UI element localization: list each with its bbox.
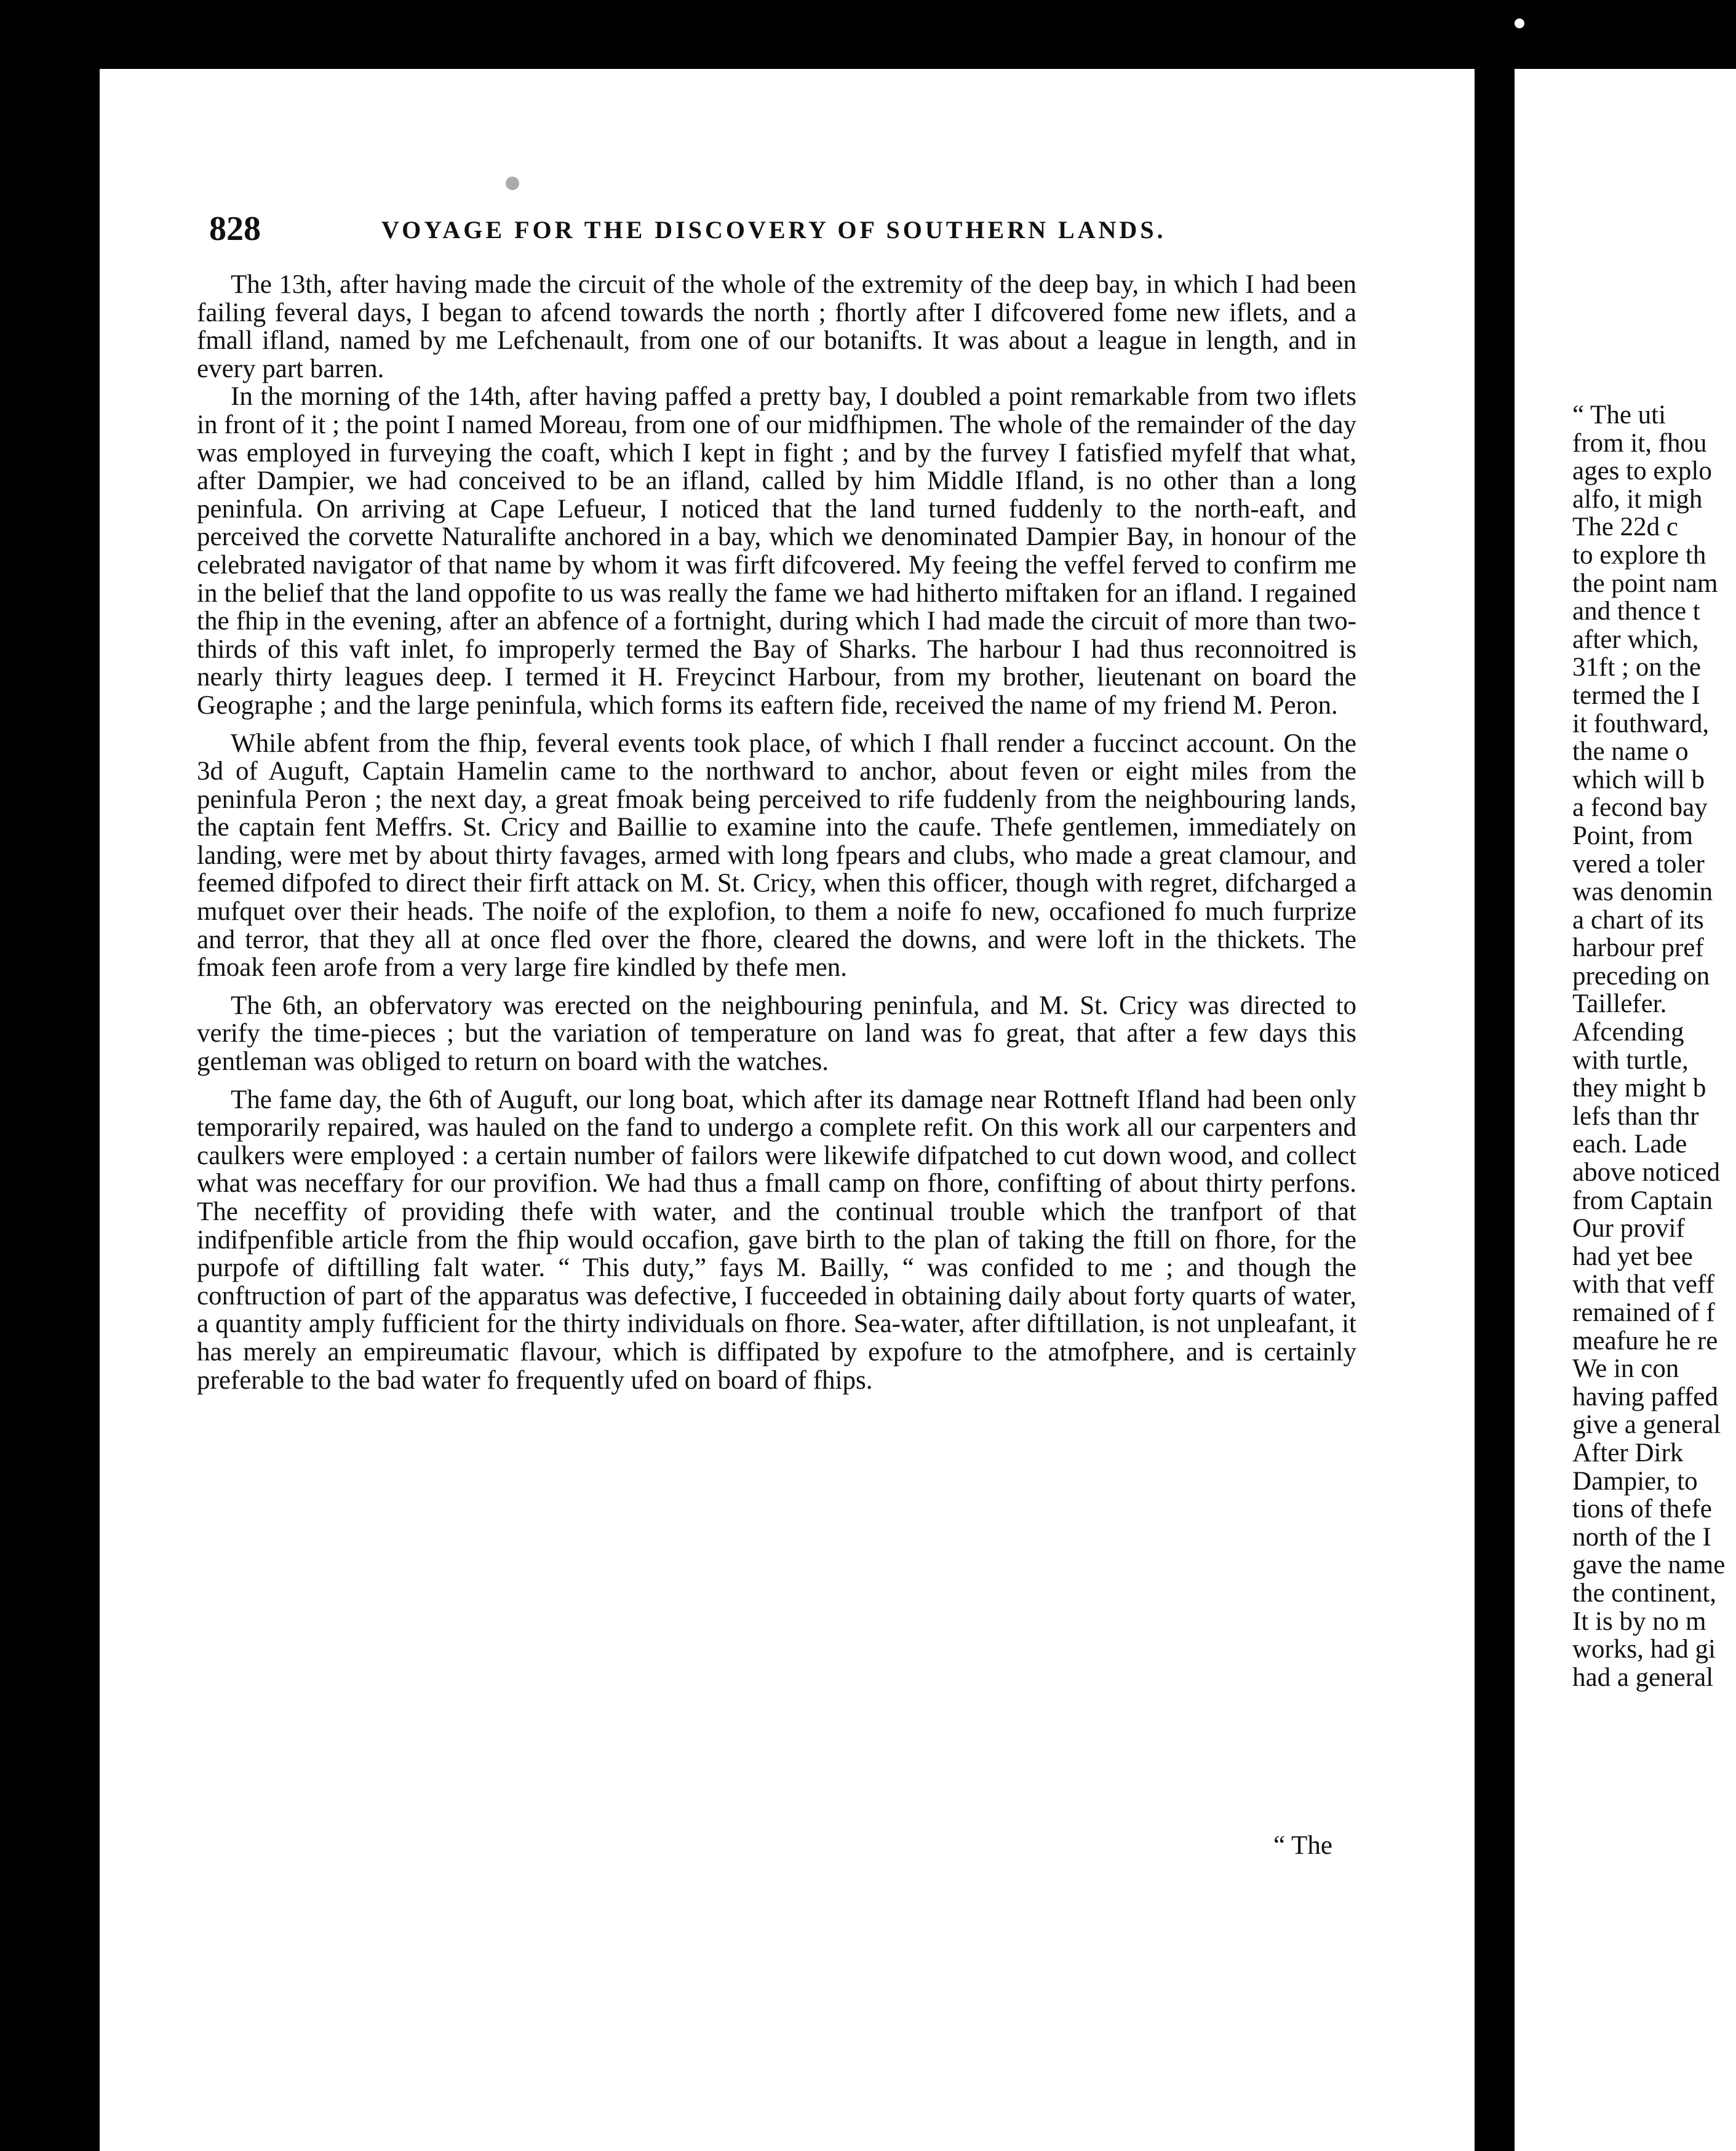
right-page-line: The 22d c (1572, 513, 1678, 542)
paragraph: The 13th, after having made the circuit of the whole of the extremity of the deep bay, in which I had been failing feveral days, I began to afcend towards the north ; fhortly after I difcovered fome new iflets, and a fmall ifland, named by me Lefchenault, from one of our botanifts. It was about a league in length, and in every part barren. (197, 270, 1356, 383)
right-page-line: harbour pref (1572, 933, 1704, 963)
scan-speck (1515, 18, 1524, 28)
right-page-line: with that veff (1572, 1270, 1714, 1299)
right-page-line: it fouthward, (1572, 709, 1710, 738)
paragraph: In the morning of the 14th, after having paffed a pretty bay, I doubled a point remarkable from two iflets in front of it ; the point I named Moreau, from one of our midfhipmen. The whole of the remainder of the day was employed in furveying the coaft, which I kept in fight ; and by the furvey I fatisfied myfelf that what, after Dampier, we had conceived to be an ifland, called by him Middle Ifland, is no other than a long peninfula. On arriving at Cape Lefueur, I noticed that the land turned fuddenly to the north-eaft, and perceived the corvette Naturalifte anchored in a bay, which we denominated Dampier Bay, in honour of the celebrated navigator of that name by whom it was firft difcovered. My feeing the veffel ferved to confirm me in the belief that the land oppofite to us was really the fame we had hitherto miftaken for an ifland. I regained the fhip in the evening, after an abfence of a fortnight, during which I had made the circuit of more than two-thirds of this vaft inlet, fo improperly termed the Bay of Sharks. The harbour I had thus reconnoitred is nearly thirty leagues deep. I termed it H. Freycinct Harbour, from my brother, lieutenant on board the Geographe ; and the large peninfula, which forms its eaftern fide, received the name of my friend M. Peron. (197, 382, 1356, 720)
body-text (197, 271, 1356, 1394)
right-page-line: give a general (1572, 1410, 1721, 1440)
right-page-line: meafure he re (1572, 1326, 1718, 1355)
right-page-line: tions of thefe (1572, 1495, 1712, 1524)
right-page-text (1572, 401, 1736, 1691)
right-page-line: vered a toler (1572, 849, 1705, 879)
ink-spot (506, 177, 519, 190)
right-page-line: after which, (1572, 625, 1699, 654)
right-page-line: the continent, (1572, 1578, 1717, 1608)
scan-speck (109, 1354, 116, 1360)
right-page-line: ages to explo (1572, 457, 1712, 486)
right-page-line: above noticed (1572, 1158, 1720, 1187)
right-page-line: the point nam (1572, 569, 1718, 598)
right-page-line: had yet bee (1572, 1242, 1693, 1271)
right-page-line: We in con (1572, 1354, 1679, 1384)
right-page-line: gave the name (1572, 1550, 1726, 1580)
right-page-line: having paffed (1572, 1382, 1718, 1411)
right-page-line: with turtle, (1572, 1045, 1689, 1075)
right-page (1515, 69, 1736, 2151)
right-page-line: a chart of its (1572, 905, 1704, 935)
right-page-line: lefs than thr (1572, 1101, 1699, 1131)
right-page-line: preceding on (1572, 961, 1710, 991)
right-page-line: 31ft ; on the (1572, 653, 1701, 682)
right-page-line: remained of f (1572, 1298, 1715, 1327)
right-page-line: the name o (1572, 737, 1689, 767)
right-page-line: which will b (1572, 765, 1705, 794)
right-page-line: “ The uti (1572, 401, 1666, 429)
right-page-line: from it, fhou (1572, 428, 1707, 458)
right-page-line: north of the I (1572, 1522, 1711, 1552)
page-header (209, 209, 1360, 265)
right-page-line: After Dirk (1572, 1438, 1684, 1467)
paragraph: The fame day, the 6th of Auguft, our long boat, which after its damage near Rottneft Ifland had been only temporarily repaired, was hauled on the fand to undergo a complete refit. On this work all our carpenters and caulkers were employed : a certain number of failors were likewife difpatched to cut down wood, and collect what was neceffary for our provifion. We had thus a fmall camp on fhore, confifting of about thirty perfons. The neceffity of providing thefe with water, and the continual trouble which the tranfport of that indifpenfible article from the fhip would occafion, gave birth to the plan of taking the ftill on fhore, for the purpofe of diftilling falt water. “ This duty,” fays M. Bailly, “ was confided to me ; and though the conftruction of part of the apparatus was defective, I fucceeded in obtaining daily about forty quarts of water, a quantity amply fufficient for the thirty individuals on fhore. Sea-water, after diftillation, is not unpleafant, it has merely an empireumatic flavour, which is diffipated by expofure to the atmofphere, and is certainly preferable to the bad water fo frequently ufed on board of fhips. (197, 1085, 1356, 1395)
right-page-line: Our provif (1572, 1214, 1685, 1243)
catchword: “ The (1273, 1831, 1332, 1860)
right-page-line: Dampier, to (1572, 1466, 1698, 1496)
right-page-line: to explore th (1572, 540, 1706, 570)
running-head: VOYAGE FOR THE DISCOVERY OF SOUTHERN LANDS. (381, 216, 1166, 244)
right-page-line: had a general (1572, 1662, 1714, 1692)
page-number: 828 (209, 210, 261, 248)
right-page-line: alfo, it migh (1572, 484, 1703, 514)
right-page-line: Taillefer. (1572, 989, 1667, 1019)
right-page-line: It is by no m (1572, 1606, 1706, 1636)
right-page-line: a fecond bay (1572, 793, 1708, 823)
right-page-line: was denomin (1572, 877, 1713, 907)
right-page-line: works, had gi (1572, 1635, 1716, 1664)
right-page-line: they might b (1572, 1074, 1706, 1103)
paragraph: The 6th, an obfervatory was erected on the neighbouring peninfula, and M. St. Cricy was directed to verify the time-pieces ; but the variation of temperature on land was fo great, that after a few days this gentleman was obliged to return on board with the watches. (197, 991, 1356, 1077)
right-page-line: from Captain (1572, 1186, 1713, 1215)
right-page-line: each. Lade (1572, 1130, 1687, 1159)
right-page-line: and thence t (1572, 597, 1700, 626)
right-page-line: Afcending (1572, 1018, 1684, 1047)
right-page-line: termed the I (1572, 680, 1700, 710)
paragraph: While abfent from the fhip, feveral events took place, of which I fhall render a fuccinct account. On the 3d of Auguft, Captain Hamelin came to the northward to anchor, about feven or eight miles from the peninfula Peron ; the next day, a great fmoak being perceived to rife fuddenly from the neighbouring lands, the captain fent Meffrs. St. Cricy and Baillie to examine into the caufe. Thefe gentlemen, immediately on landing, were met by about thirty favages, armed with long fpears and clubs, who made a great clamour, and feemed difpofed to direct their firft attack on M. St. Cricy, when this officer, though with regret, difcharged a mufquet over their heads. The noife of the explofion, to them a noife fo new, occafioned fo much furprize and terror, that they all at once fled over the fhore, cleared the downs, and were loft in the thickets. The fmoak feen arofe from a very large fire kindled by thefe men. (197, 728, 1356, 983)
right-page-line: Point, from (1572, 821, 1693, 850)
